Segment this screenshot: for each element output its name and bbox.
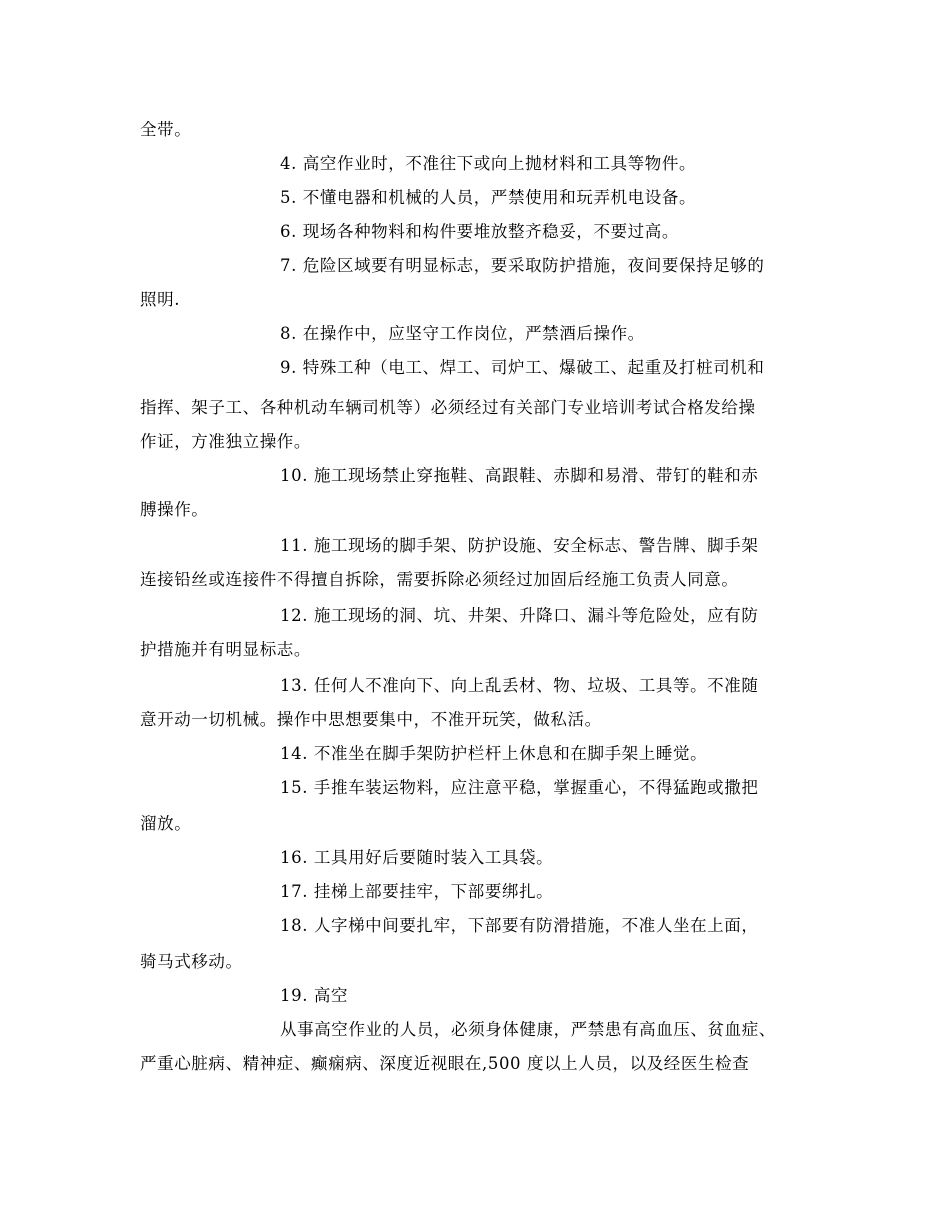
- text-line: 连接铅丝或连接件不得擅自拆除，需要拆除必须经过加固后经施工负责人同意。: [140, 570, 739, 589]
- text-line: 照明.: [140, 290, 181, 309]
- text-line: 溜放。: [140, 814, 192, 833]
- text-line: 严重心脏病、精神症、癫痫病、深度近视眼在,500 度以上人员，以及经医生检查: [140, 1054, 750, 1073]
- list-item: 18. 人字梯中间要扎牢，下部要有防滑措施，不准人坐在上面，: [280, 916, 759, 935]
- text-line: 作证，方准独立操作。: [140, 432, 311, 451]
- text-line: 指挥、架子工、各种机动车辆司机等）必须经过有关部门专业培训考试合格发给操: [140, 398, 756, 417]
- list-item: 13. 任何人不准向下、向上乱丢材、物、垃圾、工具等。不准随: [280, 676, 759, 695]
- list-item: 4. 高空作业时，不准往下或向上抛材料和工具等物件。: [280, 154, 697, 173]
- list-item: 10. 施工现场禁止穿拖鞋、高跟鞋、赤脚和易滑、带钉的鞋和赤: [280, 466, 759, 485]
- list-item: 15. 手推车装运物料，应注意平稳，掌握重心，不得猛跑或撒把: [280, 778, 759, 797]
- text-line: 全带。: [140, 120, 192, 139]
- list-item: 6. 现场各种物料和构件要堆放整齐稳妥，不要过高。: [280, 222, 679, 241]
- list-item: 16. 工具用好后要随时装入工具袋。: [280, 848, 554, 867]
- list-item: 17. 挂梯上部要挂牢，下部要绑扎。: [280, 882, 554, 901]
- text-line: 护措施并有明显标志。: [140, 640, 311, 659]
- text-line: 意开动一切机械。操作中思想要集中，不准开玩笑，做私活。: [140, 710, 602, 729]
- list-item: 8. 在操作中，应坚守工作岗位，严禁酒后操作。: [280, 324, 645, 343]
- section-heading: 19. 高空: [280, 986, 349, 1005]
- list-item: 12. 施工现场的洞、坑、井架、升降口、漏斗等危险处，应有防: [280, 606, 759, 625]
- text-line: 骑马式移动。: [140, 952, 243, 971]
- list-item: 7. 危险区域要有明显标志，要采取防护措施，夜间要保持足够的: [280, 256, 765, 275]
- list-item: 9. 特殊工种（电工、焊工、司炉工、爆破工、起重及打桩司机和: [280, 358, 765, 377]
- list-item: 5. 不懂电器和机械的人员，严禁使用和玩弄机电设备。: [280, 188, 697, 207]
- list-item: 11. 施工现场的脚手架、防护设施、安全标志、警告牌、脚手架: [280, 536, 759, 555]
- paragraph-line: 从事高空作业的人员，必须身体健康，严禁患有高血压、贫血症、: [280, 1020, 776, 1039]
- list-item: 14. 不准坐在脚手架防护栏杆上休息和在脚手架上睡觉。: [280, 744, 708, 763]
- text-line: 膊操作。: [140, 500, 209, 519]
